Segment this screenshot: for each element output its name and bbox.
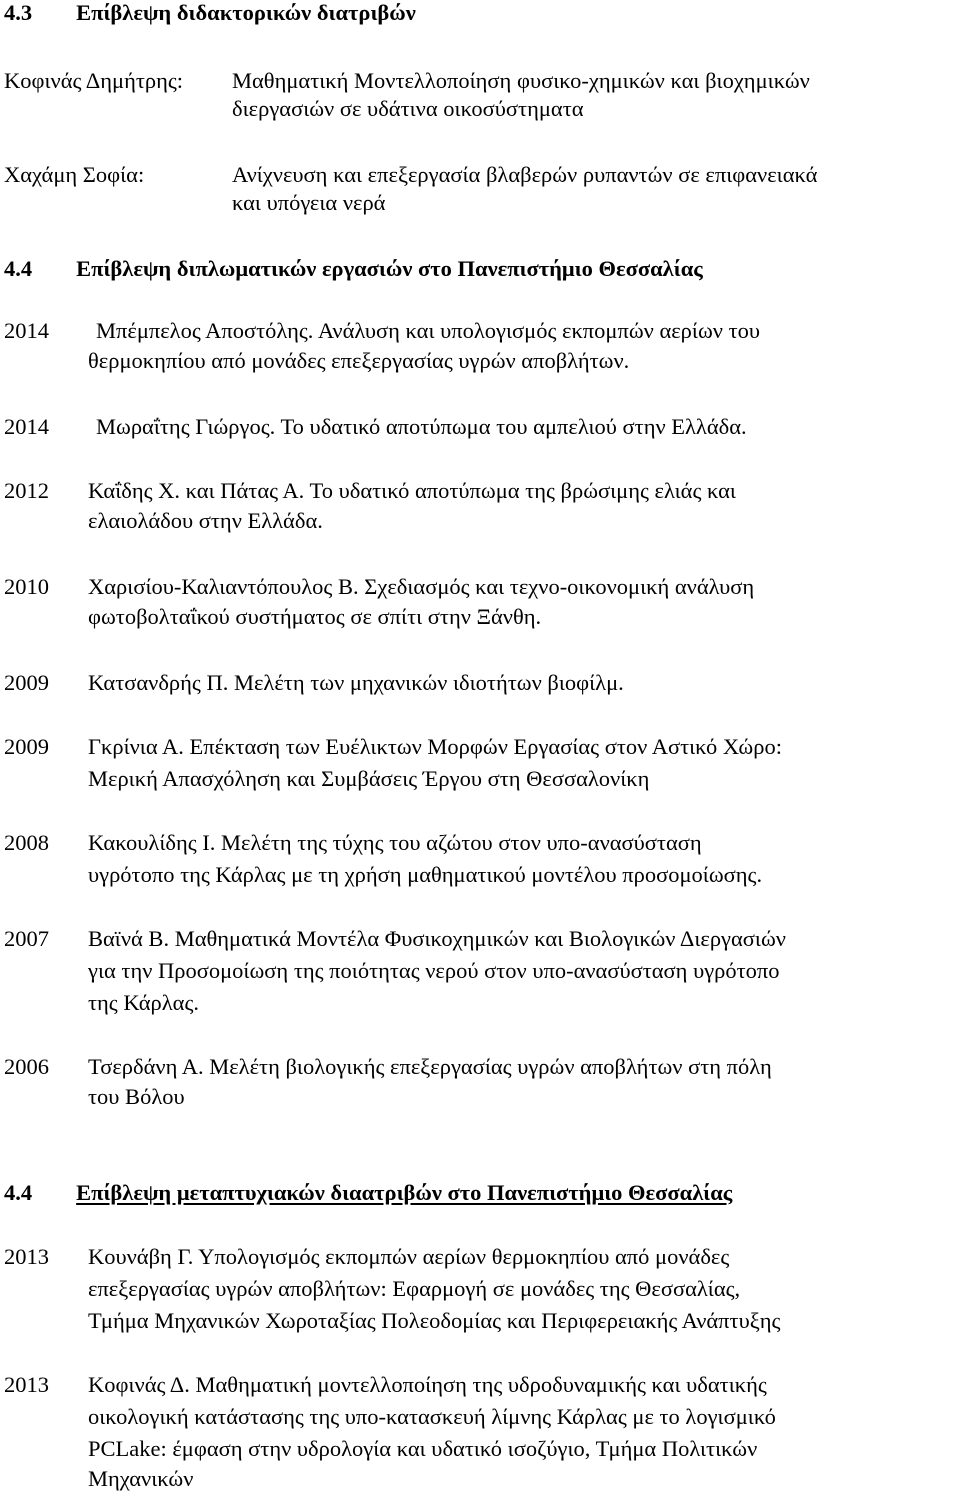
section-number: 4.4 — [4, 1180, 33, 1205]
entry-year: 2014 — [4, 414, 49, 439]
student-name: Τσερδάνη Α. — [88, 1054, 204, 1079]
student-name: Γκρίνια Α. — [88, 734, 184, 759]
thesis-title: Επέκταση των Ευέλικτων Μορφών Εργασίας στον Αστικό Χώρο: — [189, 734, 782, 759]
thesis-title-cont: Μηχανικών — [88, 1466, 194, 1491]
thesis-title-cont: υγρότοπο της Κάρλας με τη χρήση μαθηματικού μοντέλου προσομοίωσης. — [88, 862, 763, 887]
student-name: Βαϊνά Β. — [88, 926, 170, 951]
entry-year: 2008 — [4, 830, 49, 855]
section-4-4-diploma-heading — [4, 252, 703, 286]
thesis-title-cont: Τμήμα Μηχανικών Χωροταξίας Πολεοδομίας και Περιφερειακής Ανάπτυξης — [88, 1308, 781, 1333]
student-name: Καΐδης Χ. και Πάτας Α. — [88, 478, 305, 503]
thesis-title-line: Ανίχνευση και επεξεργασία βλαβερών ρυπαντών σε επιφανειακά — [232, 162, 818, 187]
entry-year: 2007 — [4, 926, 49, 951]
thesis-title: Μελέτη των μηχανικών ιδιοτήτων βιοφίλμ. — [233, 670, 624, 695]
entry-year: 2012 — [4, 478, 49, 503]
thesis-title-cont: θερμοκηπίου από μονάδες επεξεργασίας υγρών αποβλήτων. — [88, 348, 630, 373]
thesis-title-cont: PCLake: έμφαση στην υδρολογία και υδατικό ισοζύγιο, Τμήμα Πολιτικών — [88, 1436, 758, 1461]
thesis-title-line: και υπόγεια νερά — [232, 190, 386, 215]
thesis-title-cont: οικολογική κατάστασης της υπο-κατασκευή λίμνης Κάρλας με το λογισμικό — [88, 1404, 776, 1429]
entry-year: 2006 — [4, 1054, 49, 1079]
thesis-title-cont: ελαιολάδου στην Ελλάδα. — [88, 508, 323, 533]
student-name: Κακουλίδης Ι. — [88, 830, 216, 855]
student-name: Κατσανδρής Π. — [88, 670, 229, 695]
thesis-title-cont: του Βόλου — [88, 1084, 185, 1109]
thesis-title: Μαθηματική μοντελλοποίηση της υδροδυναμικής και υδατικής — [195, 1372, 767, 1397]
thesis-title-cont: της Κάρλας. — [88, 990, 200, 1015]
entry-year: 2009 — [4, 734, 49, 759]
entry-year: 2009 — [4, 670, 49, 695]
thesis-title-cont: Μερική Απασχόληση και Συμβάσεις Έργου στη Θεσσαλονίκη — [88, 766, 650, 791]
section-4-3-heading — [4, 0, 416, 30]
section-number: 4.4 — [4, 256, 33, 281]
entry-year: 2013 — [4, 1372, 49, 1397]
supervisee-name: Χαχάμη Σοφία: — [4, 162, 145, 187]
thesis-title-line: διεργασιών σε υδάτινα οικοσύστηματα — [232, 96, 584, 121]
thesis-title: Το υδατικό αποτύπωμα του αμπελιού στην Ελλάδα. — [280, 414, 747, 439]
thesis-title: Υπολογισμός εκπομπών αερίων θερμοκηπίου από μονάδες — [198, 1244, 730, 1269]
thesis-title: Το υδατικό αποτύπωμα της βρώσιμης ελιάς και — [309, 478, 736, 503]
entry-year: 2010 — [4, 574, 49, 599]
section-title: Επίβλεψη διπλωματικών εργασιών στο Πανεπιστήμιο Θεσσαλίας — [76, 256, 703, 281]
supervisee-name: Κοφινάς Δημήτρης: — [4, 68, 184, 93]
thesis-title: Σχεδιασμός και τεχνο-οικονομική ανάλυση — [364, 574, 755, 599]
thesis-title: Μαθηματικά Μοντέλα Φυσικοχημικών και Βιολογικών Διεργασιών — [174, 926, 786, 951]
thesis-title: Μελέτη βιολογικής επεξεργασίας υγρών αποβλήτων στη πόλη — [209, 1054, 772, 1079]
thesis-title: Μελέτη της τύχης του αζώτου στον υπο-ανασύσταση — [221, 830, 702, 855]
entry-year: 2014 — [4, 318, 49, 343]
student-name: Μπέμπελος Αποστόλης. — [96, 318, 314, 343]
section-title: Επίβλεψη διδακτορικών διατριβών — [76, 0, 416, 25]
student-name: Χαρισίου-Καλιαντόπουλος Β. — [88, 574, 359, 599]
thesis-title-cont: φωτοβολταΐκού συστήματος σε σπίτι στην Ξάνθη. — [88, 604, 542, 629]
entry-year: 2013 — [4, 1244, 49, 1269]
thesis-title-line: Μαθηματική Μοντελλοποίηση φυσικο-χημικών και βιοχημικών — [232, 68, 810, 93]
thesis-title-cont: για την Προσομοίωση της ποιότητας νερού στον υπο-ανασύσταση υγρότοπο — [88, 958, 780, 983]
section-4-4-masters-heading — [4, 1176, 732, 1210]
thesis-title-cont: επεξεργασίας υγρών αποβλήτων: Εφαρμογή σε μονάδες της Θεσσαλίας, — [88, 1276, 741, 1301]
student-name: Κοφινάς Δ. — [88, 1372, 190, 1397]
student-name: Κουνάβη Γ. — [88, 1244, 194, 1269]
section-title: Επίβλεψη μεταπτυχιακών διαατριβών στο Πανεπιστήμιο Θεσσαλίας — [76, 1180, 733, 1205]
section-number: 4.3 — [4, 0, 33, 25]
thesis-title: Ανάλυση και υπολογισμός εκπομπών αερίων του — [317, 318, 761, 343]
student-name: Μωραΐτης Γιώργος. — [96, 414, 276, 439]
